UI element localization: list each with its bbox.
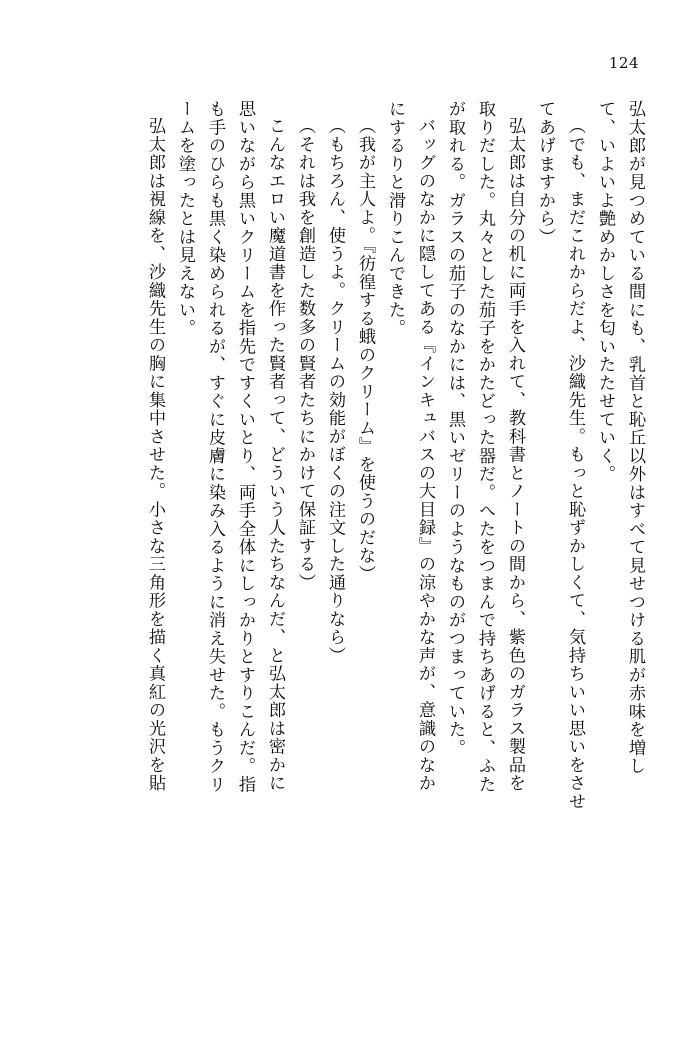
vertical-text-body bbox=[52, 100, 643, 980]
text-line: も手のひらも黒く染められるが、すぐに皮膚に染み入るように消え失せた。もうクリ bbox=[205, 100, 225, 794]
text-line: （でも、まだこれからだよ、沙織先生。もっと恥ずかしくて、気持ちいい思いをさせ bbox=[565, 117, 585, 811]
text-line: 弘太郎は自分の机に両手を入れて、教科書とノートの間から、紫色のガラス製品を bbox=[505, 117, 525, 793]
page-number: 124 bbox=[608, 54, 639, 72]
text-line: が取れる。ガラスの茄子のなかには、黒いゼリーのようなものがつまっていた。 bbox=[445, 100, 465, 757]
text-line: 弘太郎は視線を、沙織先生の胸に集中させた。小さな三角形を描く真紅の光沢を貼 bbox=[145, 117, 165, 793]
text-line: （それは我を創造した数多の賢者たちにかけて保証する） bbox=[295, 117, 315, 592]
text-line: 弘太郎が見つめている間にも、乳首と恥丘以外はすべて見せつける肌が赤味を増し bbox=[625, 100, 645, 776]
text-line: て、いよいよ艶めかしさを匂いたたせていく。 bbox=[595, 100, 615, 484]
text-line: てあげますから） bbox=[535, 100, 555, 246]
text-line: 取りだした。丸々とした茄子をかたどった器だ。へたをつまんで持ちあげると、ふた bbox=[475, 100, 495, 794]
text-line: （我が主人よ。『彷徨する蛾のクリーム』を使うのだな） bbox=[355, 117, 375, 583]
text-line: （もちろん、使うよ。クリームの効能がぼくの注文した通りなら） bbox=[325, 117, 345, 665]
text-line: 思いながら黒いクリームを指先ですくいとり、両手全体にしっかりとすりこんだ。指 bbox=[235, 100, 255, 794]
text-line: にするりと滑りこんできた。 bbox=[385, 100, 405, 338]
text-line: こんなエロい魔道書を作った賢者って、どういう人たちなんだ、と弘太郎は密かに bbox=[265, 117, 285, 793]
text-line: ームを塗ったとは見えない。 bbox=[175, 100, 195, 338]
text-line: バッグのなかに隠してある『インキュバスの大目録』の涼やかな声が、意識のなか bbox=[415, 117, 435, 793]
